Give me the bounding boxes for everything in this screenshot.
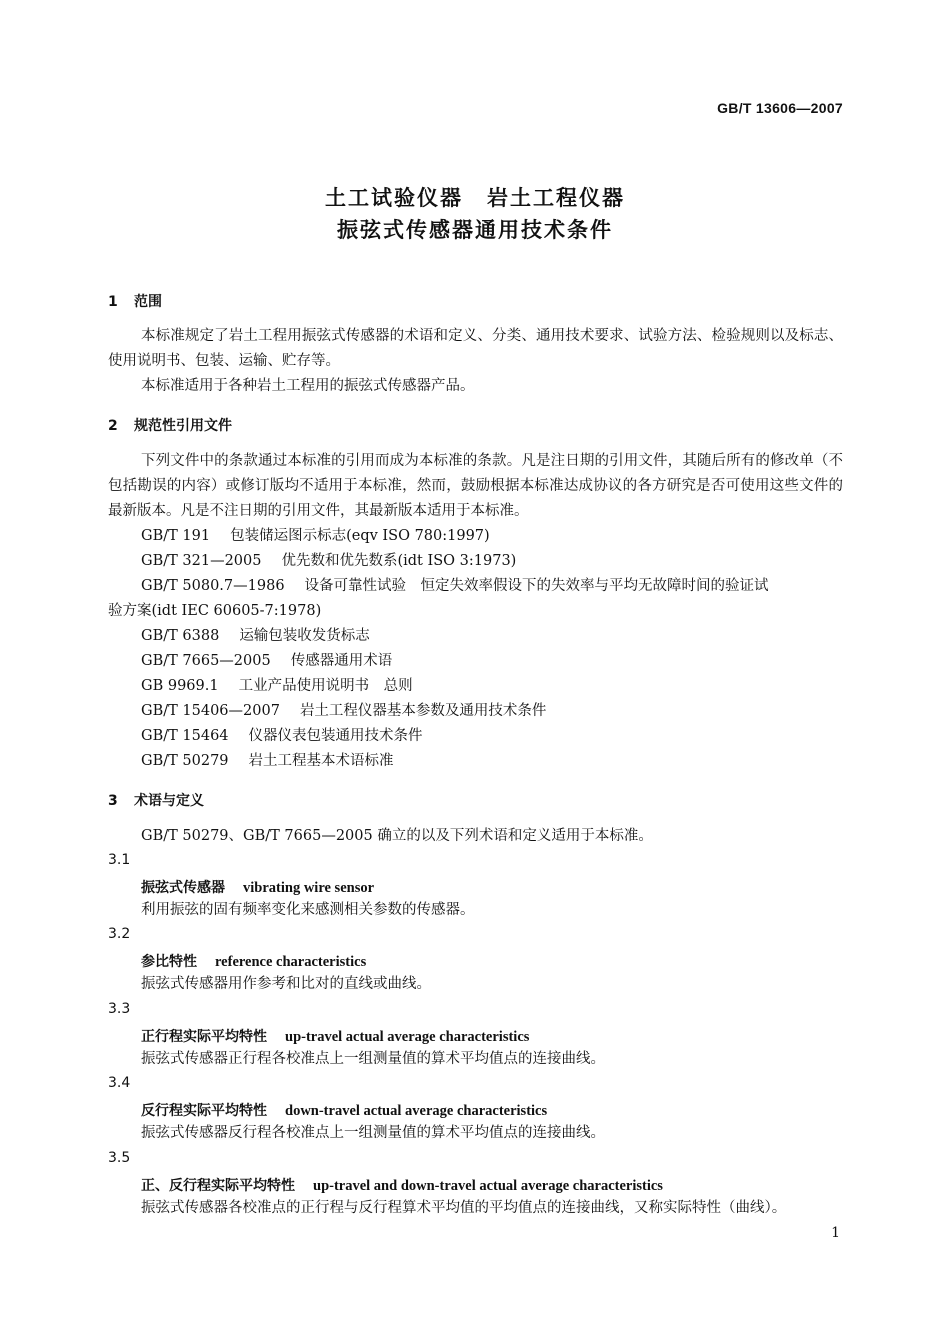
reference-title: 工业产品使用说明书 总则 xyxy=(238,678,413,694)
reference-code: GB/T 5080.7—1986 xyxy=(141,578,285,594)
scope-paragraph-2: 本标准适用于各种岩土工程用的振弦式传感器产品。 xyxy=(141,378,475,394)
reference-code: GB/T 15406—2007 xyxy=(141,703,280,719)
reference-item xyxy=(141,749,394,774)
term-number: 3.3 xyxy=(108,1001,131,1017)
title-part-a: 土工试验仪器 xyxy=(325,186,463,210)
document-title-line-2: 振弦式传感器通用技术条件 xyxy=(337,218,613,242)
reference-item xyxy=(141,549,516,574)
section-2-heading xyxy=(108,415,232,435)
reference-title: 传感器通用术语 xyxy=(290,653,393,669)
reference-item xyxy=(141,699,546,724)
scope-paragraph-1: 本标准规定了岩土工程用振弦式传感器的术语和定义、分类、通用技术要求、试验方法、检验规则以及标志、使用说明书、包装、运输、贮存等。 xyxy=(108,328,843,369)
section-1-heading xyxy=(108,291,162,311)
term-heading xyxy=(141,1100,547,1120)
term-heading xyxy=(141,1175,663,1195)
reference-title: 岩土工程仪器基本参数及通用技术条件 xyxy=(299,703,547,719)
reference-title: 运输包装收发货标志 xyxy=(239,628,370,644)
reference-title: 设备可靠性试验 恒定失效率假设下的失效率与平均无故障时间的验证试 xyxy=(304,578,769,594)
term-chinese: 参比特性 xyxy=(141,954,197,970)
term-chinese: 正行程实际平均特性 xyxy=(141,1029,267,1045)
reference-item xyxy=(141,674,413,699)
reference-item-continuation: 验方案(idt IEC 60605-7:1978) xyxy=(108,603,322,619)
reference-code: GB/T 50279 xyxy=(141,753,229,769)
section-title: 规范性引用文件 xyxy=(134,418,232,434)
term-english: reference characteristics xyxy=(215,954,367,970)
section-title: 术语与定义 xyxy=(134,793,204,809)
reference-code: GB/T 321—2005 xyxy=(141,553,262,569)
term-definition: 振弦式传感器反行程各校准点上一组测量值的算术平均值点的连接曲线。 xyxy=(141,1125,605,1141)
term-english: vibrating wire sensor xyxy=(243,880,375,896)
term-definition: 振弦式传感器正行程各校准点上一组测量值的算术平均值点的连接曲线。 xyxy=(141,1051,605,1067)
reference-item xyxy=(141,649,392,674)
reference-title: 优先数和优先数系(idt ISO 3:1973) xyxy=(281,553,517,569)
term-heading xyxy=(141,877,374,897)
normative-references-intro: 下列文件中的条款通过本标准的引用而成为本标准的条款。凡是注日期的引用文件，其随后所有的修改单（不包括勘误的内容）或修订版均不适用于本标准，然而，鼓励根据本标准达成协议的各方研究是否可使用这些文件的最新版本。凡是不注日期的引用文件，其最新版本适用于本标准。 xyxy=(108,453,843,519)
term-definition: 利用振弦的固有频率变化来感测相关参数的传感器。 xyxy=(141,902,475,918)
term-heading xyxy=(141,1026,529,1046)
section-number: 3 xyxy=(108,793,118,809)
reference-title: 包装储运图示标志(eqv ISO 780:1997) xyxy=(230,528,490,544)
term-number: 3.5 xyxy=(108,1150,131,1166)
page-number: 1 xyxy=(831,1225,840,1241)
document-title-line-1 xyxy=(0,182,950,212)
term-number: 3.2 xyxy=(108,926,131,942)
section-title: 范围 xyxy=(134,294,162,310)
reference-code: GB/T 6388 xyxy=(141,628,220,644)
term-definition: 振弦式传感器各校准点的正行程与反行程算术平均值的平均值点的连接曲线，又称实际特性（曲线）。 xyxy=(141,1200,787,1216)
reference-title: 岩土工程基本术语标准 xyxy=(248,753,394,769)
term-chinese: 振弦式传感器 xyxy=(141,880,225,896)
section-number: 1 xyxy=(108,294,118,310)
reference-code: GB/T 7665—2005 xyxy=(141,653,271,669)
reference-code: GB 9969.1 xyxy=(141,678,219,694)
reference-item xyxy=(141,524,490,549)
reference-code: GB/T 15464 xyxy=(141,728,229,744)
reference-code: GB/T 191 xyxy=(141,528,211,544)
term-number: 3.1 xyxy=(108,852,131,868)
section-3-heading xyxy=(108,790,204,810)
term-english: up-travel and down-travel actual average characteristics xyxy=(313,1178,663,1194)
terms-intro: GB/T 50279、GB/T 7665—2005 确立的以及下列术语和定义适用于本标准。 xyxy=(141,828,653,844)
title-part-b: 岩土工程仪器 xyxy=(487,186,625,210)
reference-title: 仪器仪表包装通用技术条件 xyxy=(248,728,423,744)
term-english: down-travel actual average characteristics xyxy=(285,1103,548,1119)
term-heading xyxy=(141,951,366,971)
term-chinese: 反行程实际平均特性 xyxy=(141,1103,267,1119)
term-definition: 振弦式传感器用作参考和比对的直线或曲线。 xyxy=(141,976,431,992)
reference-item xyxy=(141,574,769,599)
term-chinese: 正、反行程实际平均特性 xyxy=(141,1178,295,1194)
reference-item xyxy=(141,624,370,649)
reference-item xyxy=(141,724,423,749)
term-number: 3.4 xyxy=(108,1075,131,1091)
standard-code: GB/T 13606—2007 xyxy=(717,100,843,116)
term-english: up-travel actual average characteristics xyxy=(285,1029,530,1045)
section-number: 2 xyxy=(108,418,118,434)
